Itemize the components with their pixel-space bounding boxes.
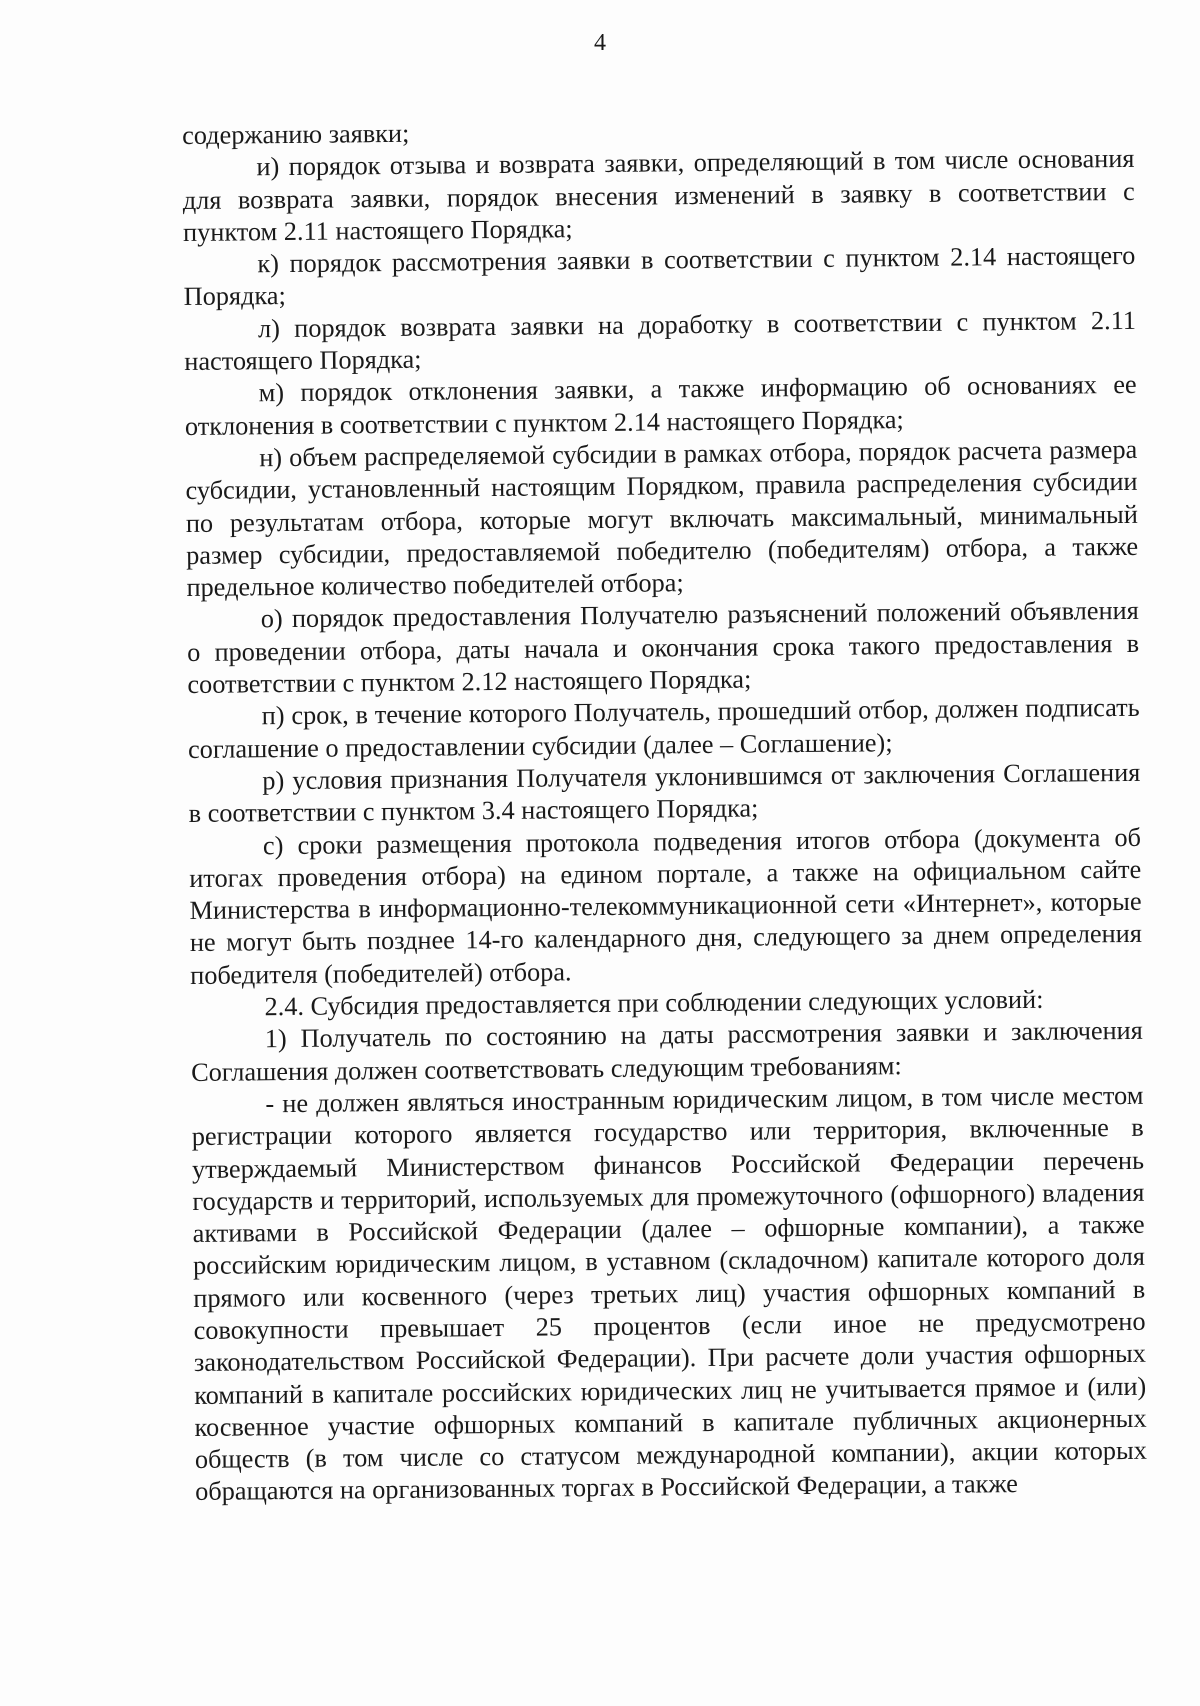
paragraph: м) порядок отклонения заявки, а также информацию об основаниях ее отклонения в соответствии с пунктом 2.14 настоящего Порядка; <box>184 370 1137 441</box>
paragraph: н) объем распределяемой субсидии в рамках отбора, порядок расчета размера субсидии, установленный настоящим Порядком, правила распределения субсидии по результатам отбора, которые могут включать максимальный, минимальный размер субсидии, предоставляемой победителю (победителям) отбора, а также предельное количество победителей отбора; <box>185 434 1139 603</box>
paragraph: 1) Получатель по состоянию на даты рассмотрения заявки и заключения Соглашения должен соответствовать следующим требованиям: <box>191 1016 1143 1087</box>
paragraph: содержанию заявки; <box>182 118 410 150</box>
document-body <box>182 111 1147 1509</box>
paragraph: и) порядок отзыва и возврата заявки, определяющий в том числе основания для возврата заявки, порядок внесения изменений в заявку в соответствии с пунктом 2.11 настоящего Порядка; <box>182 144 1135 247</box>
paragraph: о) порядок предоставления Получателю разъяснений положений объявления о проведении отбора, даты начала и окончания срока такого предоставления в соответствии с пунктом 2.12 настоящего Порядка; <box>186 596 1140 700</box>
paragraph: п) срок, в течение которого Получатель, прошедший отбор, должен подписать соглашение о предоставлении субсидии (далее – Соглашение); <box>187 693 1140 764</box>
paragraph: л) порядок возврата заявки на доработку в соответствии с пунктом 2.11 настоящего Порядка; <box>184 305 1137 377</box>
paragraph: р) условия признания Получателя уклонившимся от заключения Соглашения в соответствии с пунктом 3.4 настоящего Порядка; <box>188 757 1141 829</box>
paragraph: - не должен являться иностранным юридическим лицом, в том числе местом регистрации которого является государство или территория, включенные в утверждаемый Министерством финансов Российской Федерации перечень государств и территорий, используемых для промежуточного (офшорного) владения активами в Российской Федерации (далее – офшорные компании), а также российским юридическим лицом, в уставном (складочном) капитале которого доля прямого или косвенного (через третьих лиц) участия офшорных компаний в совокупности превышает 25 процентов (если иное не предусмотрено законодательством Российской Федерации). При расчете доли участия офшорных компаний в капитале российских юридических лиц не учитывается прямое и (или) косвенное участие офшорных компаний в капитале публичных акционерных обществ (в том числе со статусом международной компании), акции которых обращаются на организованных торгах в Российской Федерации, а также <box>191 1080 1147 1507</box>
paragraph: с) сроки размещения протокола подведения итогов отбора (документа об итогах проведения отбора) на едином портале, а также на официальном сайте Министерства в информационно-телекоммуникационной сети «Интернет», которые не могут быть позднее 14-го календарного дня, следующего за днем определения победителя (победителей) отбора. <box>189 822 1142 990</box>
paragraph: 2.4. Субсидия предоставляется при соблюдении следующих условий: <box>264 984 1044 1022</box>
paragraph: к) порядок рассмотрения заявки в соответствии с пунктом 2.14 настоящего Порядка; <box>183 241 1136 312</box>
page-number: 4 <box>594 30 606 56</box>
